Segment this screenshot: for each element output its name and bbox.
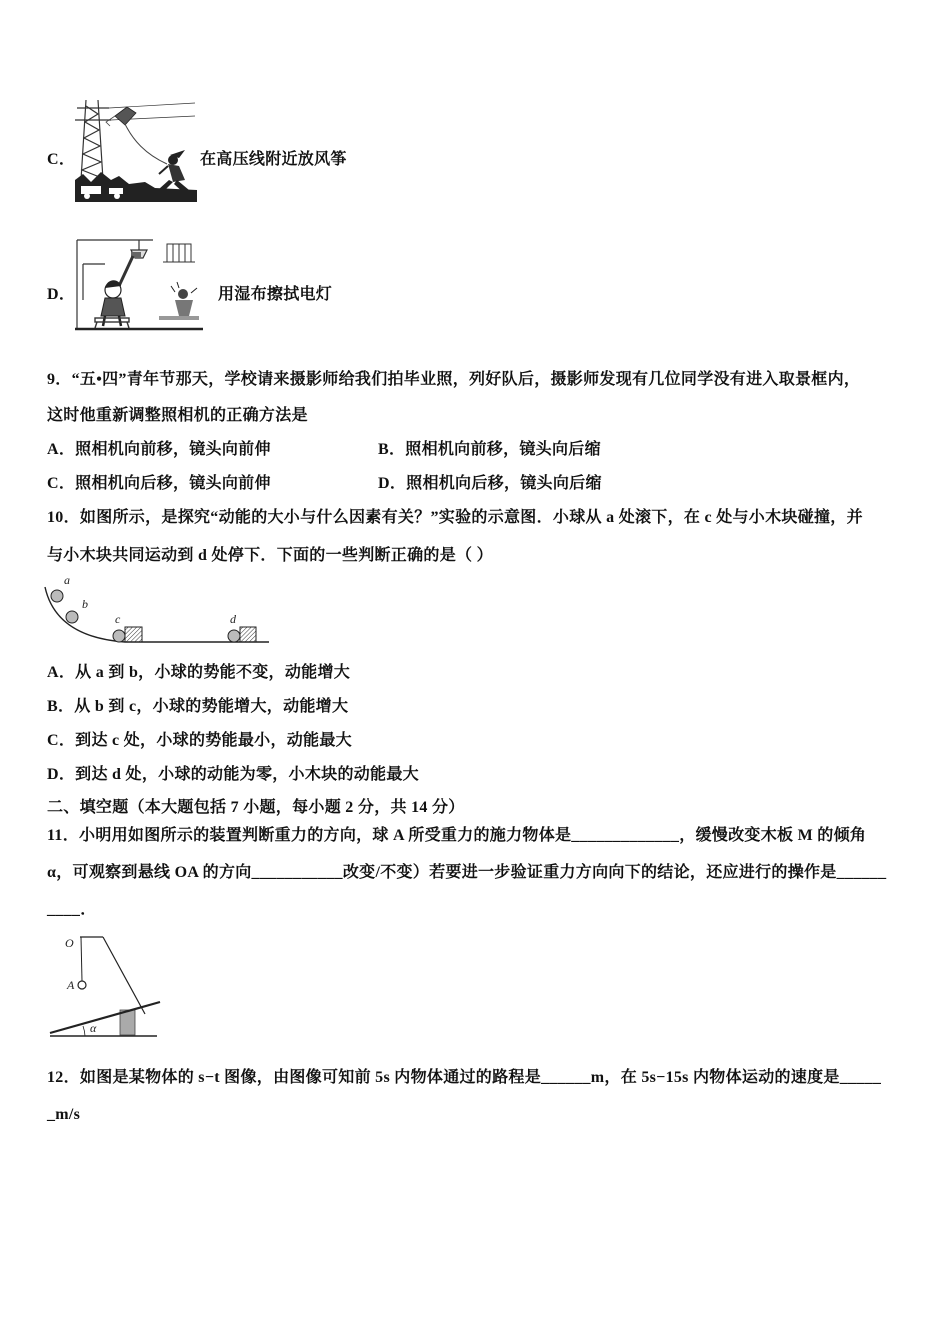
kite-near-high-voltage-line-icon [75, 98, 197, 202]
q10-stem-line-2: 与小木块共同运动到 d 处停下．下面的一些判断正确的是（ ） [47, 547, 493, 564]
label-o: O [65, 936, 74, 950]
label-b: b [82, 597, 88, 611]
q9-option-b: B．照相机向前移，镜头向后缩 [378, 441, 601, 458]
q11-stem-line-1: 11．小明用如图所示的装置判断重力的方向，球 A 所受重力的施力物体是_____________，缓慢改变木板 M 的倾角 [47, 827, 867, 844]
label-c: c [115, 612, 121, 626]
q9-option-c: C．照相机向后移，镜头向前伸 [47, 475, 271, 492]
block-d [240, 627, 256, 642]
label-alpha: α [90, 1021, 97, 1035]
q9-stem-line-2: 这时他重新调整照相机的正确方法是 [47, 407, 308, 424]
q11-stem-line-3: ____． [47, 901, 97, 918]
ball-d [228, 630, 240, 642]
ball-b [66, 611, 78, 623]
q10-option-d: D．到达 d 处，小球的动能为零，小木块的动能最大 [47, 766, 419, 783]
ball-a [78, 981, 86, 989]
q11-plumb-line-diagram [45, 930, 165, 1040]
q10-stem-line-1: 10．如图所示，是探究“动能的大小与什么因素有关？”实验的示意图．小球从 a 处滚下，在 c 处与小木块碰撞，并 [47, 509, 863, 526]
option-d-text: 用湿布擦拭电灯 [218, 286, 333, 303]
q9-stem-line-1: 9．“五•四”青年节那天，学校请来摄影师给我们拍毕业照，列好队后，摄影师发现有几位同学没有进入取景框内， [47, 371, 861, 388]
label-d: d [230, 612, 236, 626]
board-m [50, 1002, 160, 1033]
q10-option-c: C．到达 c 处，小球的势能最小，动能最大 [47, 732, 352, 749]
q12-stem-line-2: _m/s [47, 1106, 81, 1123]
q12-stem-line-1: 12．如图是某物体的 s−t 图像，由图像可知前 5s 内物体通过的路程是______m，在 5s−15s 内物体运动的速度是_____ [47, 1069, 882, 1086]
q10-option-b: B．从 b 到 c，小球的势能增大，动能增大 [47, 698, 349, 715]
q10-option-a: A．从 a 到 b，小球的势能不变，动能增大 [47, 664, 351, 681]
option-d-label: D． [47, 286, 76, 303]
q9-option-d: D．照相机向后移，镜头向后缩 [378, 475, 602, 492]
ball-c [113, 630, 125, 642]
option-c-label: C． [47, 151, 76, 168]
q9-option-a: A．照相机向前移，镜头向前伸 [47, 441, 271, 458]
section-2-title: 二、填空题（本大题包括 7 小题，每小题 2 分，共 14 分） [47, 799, 465, 816]
q10-ramp-diagram [40, 575, 275, 650]
string-oa [81, 937, 82, 981]
label-a: a [64, 575, 70, 587]
block-c [125, 627, 142, 642]
label-a: A [67, 978, 75, 992]
q11-stem-line-2: α，可观察到悬线 OA 的方向___________改变/不变）若要进一步验证重力方向向下的结论，还应进行的操作是______ [47, 864, 887, 881]
stand-pole [103, 937, 145, 1014]
ball-a [51, 590, 63, 602]
option-c-text: 在高压线附近放风筝 [200, 151, 347, 168]
wiping-lamp-with-wet-cloth-icon [75, 238, 205, 332]
